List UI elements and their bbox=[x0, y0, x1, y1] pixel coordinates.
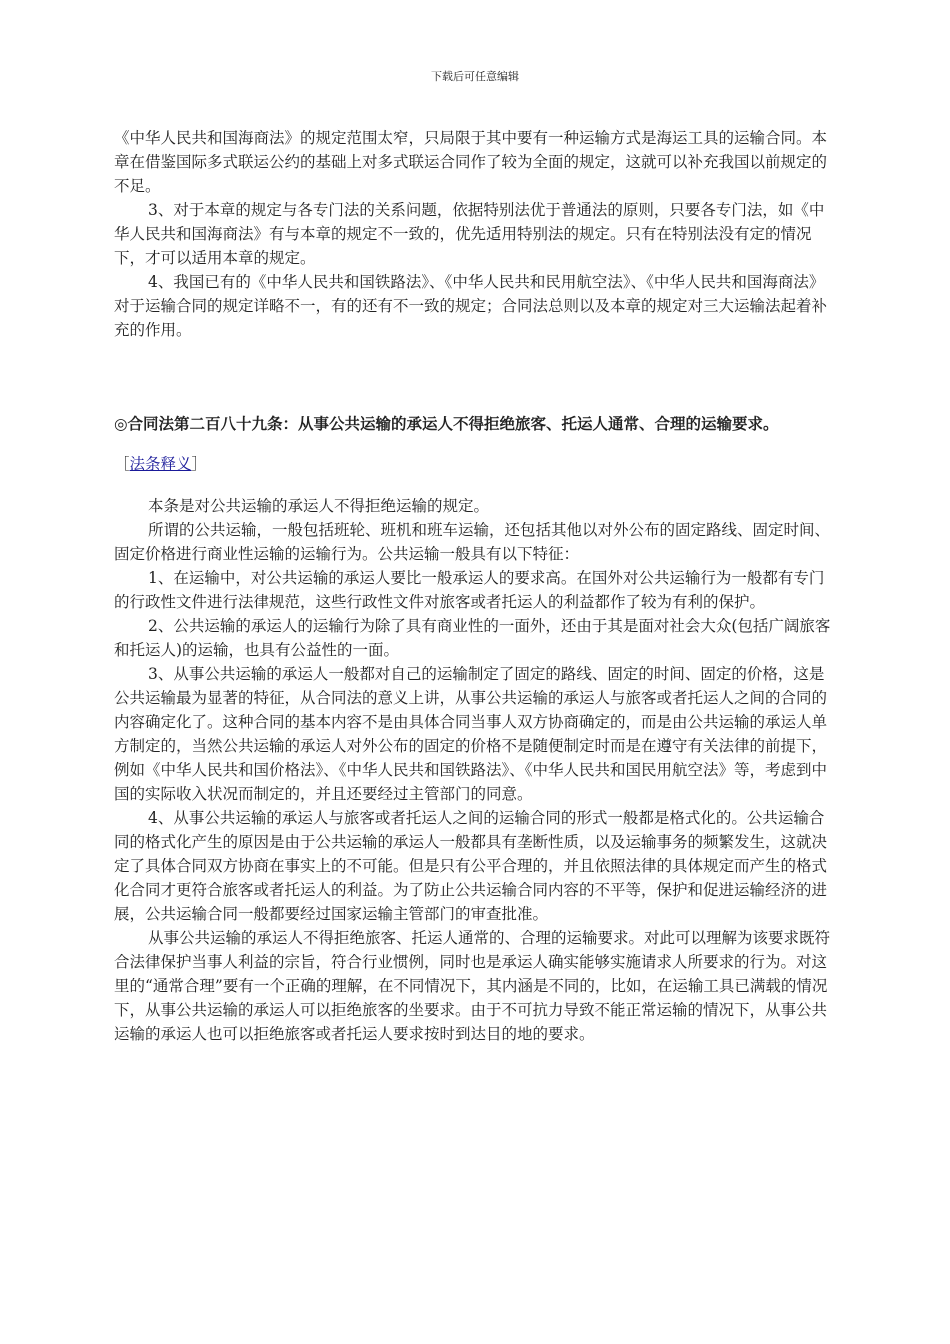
paragraph: 所谓的公共运输，一般包括班轮、班机和班车运输，还包括其他以对外公布的固定路线、固定时间、固定价格进行商业性运输的运输行为。公共运输一般具有以下特征： bbox=[114, 521, 831, 563]
paragraph: 3、从事公共运输的承运人一般都对自己的运输制定了固定的路线、固定的时间、固定的价格，这是公共运输最为显著的特征，从合同法的意义上讲，从事公共运输的承运人与旅客或者托运人之间的合同的内容确定化了。这种合同的基本内容不是由具体合同当事人双方协商确定的，而是由公共运输的承运人单方制定的，当然公共运输的承运人对外公布的固定的价格不是随便制定时而是在遵守有关法律的前提下，例如《中华人民共和国价格法》、《中华人民共和国铁路法》、《中华人民共和国民用航空法》等，考虑到中国的实际收入状况而制定的，并且还要经过主管部门的同意。 bbox=[114, 665, 828, 803]
paragraph: 4、从事公共运输的承运人与旅客或者托运人之间的运输合同的形式一般都是格式化的。公共运输合同的格式化产生的原因是由于公共运输的承运人一般都具有垄断性质，以及运输事务的频繁发生，这就决定了具体合同双方协商在事实上的不可能。但是只有公平合理的，并且依照法律的具体规定而产生的格式化合同才更符合旅客或者托运人的利益。为了防止公共运输合同内容的不平等，保护和促进运输经济的进展，公共运输合同一般都要经过国家运输主管部门的审查批准。 bbox=[114, 809, 828, 923]
article-label: ◎合同法第二百八十九条： bbox=[114, 414, 299, 433]
bracket-close: ］ bbox=[191, 455, 208, 473]
paragraph: 3、对于本章的规定与各专门法的关系问题，依据特别法优于普通法的原则，只要各专门法，如《中华人民共和国海商法》有与本章的规定不一致的，优先适用特别法的规定。只有在特别法没有定的情况下，才可以适用本章的规定。 bbox=[114, 201, 825, 267]
page-header: 下载后可任意编辑 bbox=[431, 70, 519, 83]
bracket-open: ［ bbox=[114, 455, 130, 473]
article-text: 从事公共运输的承运人不得拒绝旅客、托运人通常、合理的运输要求。 bbox=[298, 414, 779, 433]
annotation-heading bbox=[114, 452, 836, 476]
paragraph: 从事公共运输的承运人不得拒绝旅客、托运人通常的、合理的运输要求。对此可以理解为该要求既符合法律保护当事人利益的宗旨，符合行业惯例，同时也是承运人确实能够实施请求人所要求的行为。对这里的“通常合理”要有一个正确的理解，在不同情况下，其内涵是不同的，比如，在运输工具已满载的情况下，从事公共运输的承运人可以拒绝旅客的坐要求。由于不可抗力导致不能正常运输的情况下，从事公共运输的承运人也可以拒绝旅客或者托运人要求按时到达目的地的要求。 bbox=[114, 929, 831, 1043]
document-body bbox=[114, 126, 836, 1046]
annotation-link[interactable]: 法条释义 bbox=[129, 455, 192, 473]
paragraph: 2、公共运输的承运人的运输行为除了具有商业性的一面外，还由于其是面对社会大众(包括广阔旅客和托运人)的运输，也具有公益性的一面。 bbox=[114, 617, 831, 659]
paragraph: 1、在运输中，对公共运输的承运人要比一般承运人的要求高。在国外对公共运输行为一般都有专门的行政性文件进行法律规范，这些行政性文件对旅客或者托运人的利益都作了较为有利的保护。 bbox=[114, 569, 825, 611]
paragraph: 《中华人民共和国海商法》的规定范围太窄，只局限于其中要有一种运输方式是海运工具的运输合同。本章在借鉴国际多式联运公约的基础上对多式联运合同作了较为全面的规定，这就可以补充我国以前规定的不足。 bbox=[114, 129, 828, 195]
article-heading bbox=[114, 412, 836, 436]
paragraph: 4、我国已有的《中华人民共和国铁路法》、《中华人民共和民用航空法》、《中华人民共和国海商法》对于运输合同的规定详略不一，有的还有不一致的规定；合同法总则以及本章的规定对三大运输法起着补充的作用。 bbox=[114, 273, 828, 339]
paragraph: 本条是对公共运输的承运人不得拒绝运输的规定。 bbox=[148, 497, 490, 515]
